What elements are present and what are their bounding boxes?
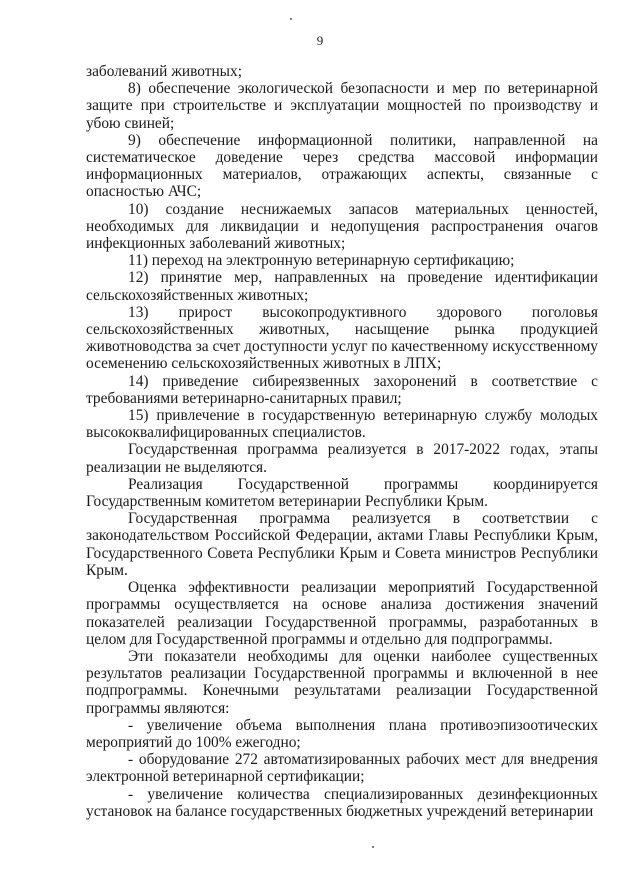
- result-item-2: - оборудование 272 автоматизированных рабочих мест для внедрения электронной ветеринарной сертификации;: [86, 751, 598, 786]
- list-item-8: 8) обеспечение экологической безопасности и мер по ветеринарной защите при строительстве и эксплуатации мощностей по производству и убою свиней;: [86, 80, 598, 132]
- scan-speck: [290, 18, 292, 20]
- list-item-12: 12) принятие мер, направленных на проведение идентификации сельскохозяйственных животных;: [86, 269, 598, 304]
- paragraph-legislation: Государственная программа реализуется в соответствии с законодательством Российской Федерации, актами Главы Республики Крым, Государственного Совета Республики Крым и Совета министров Республики Крым.: [86, 510, 598, 579]
- paragraph-indicators: Эти показатели необходимы для оценки наиболее существенных результатов реализации Государственной программы и включенной в нее подпрограммы. Конечными результатами реализации Государственной программы являются:: [86, 647, 598, 717]
- list-item-13: 13) прирост высокопродуктивного здорового поголовья сельскохозяйственных животных, насыщение рынка продукцией животноводства за счет доступности услуг по качественному искусственному осеменению сельскохозяйственных животных в ЛПХ;: [86, 303, 599, 373]
- result-item-1: - увеличение объема выполнения плана противоэпизоотических мероприятий до 100% ежегодно;: [86, 716, 598, 751]
- paragraph-continuation: заболеваний животных;: [86, 63, 242, 80]
- paragraph-period: Государственная программа реализуется в 2017-2022 годах, этапы реализации не выделяются.: [86, 441, 598, 476]
- list-item-11: 11) переход на электронную ветеринарную сертификацию;: [128, 252, 515, 270]
- list-item-14: 14) приведение сибиреязвенных захоронений в соответствие с требованиями ветеринарно-санитарных правил;: [86, 372, 598, 407]
- page-number: 9: [316, 33, 324, 48]
- list-item-9: 9) обеспечение информационной политики, направленной на систематическое доведение через средства массовой информации информационных материалов, отражающих аспекты, связанные с опасностью АЧС;: [86, 131, 598, 201]
- result-item-3: - увеличение количества специализированных дезинфекционных установок на балансе государственных бюджетных учреждений ветеринарии: [86, 785, 598, 820]
- scan-speck: [372, 846, 374, 848]
- paragraph-evaluation: Оценка эффективности реализации мероприятий Государственной программы осуществляется на основе анализа достижения значений показателей реализации Государственной программы, разработанных в целом для Государственной программы и отдельно для подпрограммы.: [86, 579, 598, 648]
- document-body: [86, 63, 598, 820]
- paragraph-coordination: Реализация Государственной программы координируется Государственным комитетом ветеринарии Республики Крым.: [86, 475, 598, 511]
- list-item-10: 10) создание неснижаемых запасов материальных ценностей, необходимых для ликвидации и недопущения распространения очагов инфекционных заболеваний животных;: [86, 200, 598, 253]
- list-item-15: 15) привлечение в государственную ветеринарную службу молодых высококвалифицированных специалистов.: [86, 407, 598, 442]
